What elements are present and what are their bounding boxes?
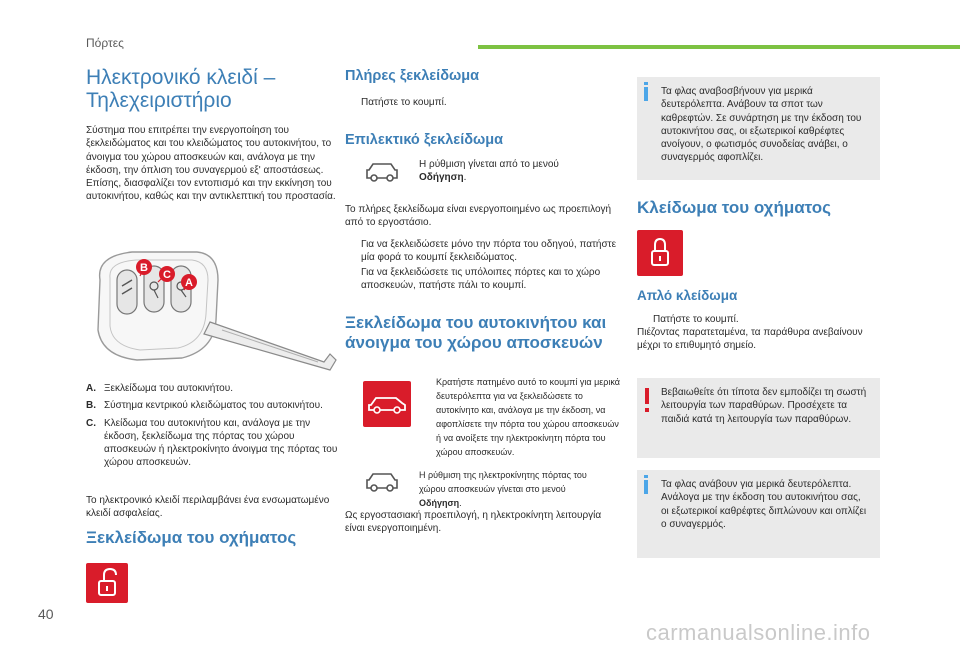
simple-lock-heading: Απλό κλείδωμα (637, 288, 738, 303)
warning-box (637, 378, 880, 458)
warning-icon (645, 388, 649, 404)
simple-lock-step (637, 313, 880, 326)
info-icon (644, 87, 648, 101)
bullet-icon (345, 96, 361, 109)
info-box-lock (637, 470, 880, 558)
unlock-heading: Ξεκλείδωμα του οχήματος (86, 528, 297, 547)
key-fob-illustration (92, 250, 342, 375)
section-bar (478, 45, 960, 49)
svg-text:C: C (163, 269, 171, 281)
driver-setting-note (345, 158, 623, 186)
info-text: Τα φλας ανάβουν για μερικά δευτερόλεπτα. Ανάλογα με την έκδοση του αυτοκινήτου σας, οι εξωτερικοί καθρέφτες διπλώνουν και οπλίζει ο συναγερμός. (661, 479, 867, 530)
selective-default-text: Το πλήρες ξεκλείδωμα είναι ενεργοποιημένο ως προεπιλογή από το εργοστάσιο. (345, 204, 612, 229)
selective-unlock-heading: Επιλεκτικό ξεκλείδωμα (345, 132, 504, 148)
page-number: 40 (38, 606, 54, 622)
list-item (86, 417, 338, 470)
driver-setting-text: Η ρύθμιση γίνεται από το μενού (419, 159, 559, 170)
selective-step-1 (345, 238, 623, 265)
simple-lock-text: Πιέζοντας παρατεταμένα, τα παράθυρα ανεβαίνουν μέχρι το επιθυμητό σημείο. (637, 327, 863, 352)
info-text: Τα φλας αναβοσβήνουν για μερικά δευτερόλεπτα. Ανάβουν τα σποτ των καθρεφτών. Σε συνάρτηση με την έκδοση του αυτοκινήτου σας, οι εξωτερικοί καθρέφτες ανοίγουν, ο φωτισμός συνοδείας ανάβει, ο συναγερμός αφοπλίζει. (661, 86, 862, 164)
title-line-2: Τηλεχειριστήριο (86, 89, 232, 112)
page-title (86, 66, 326, 112)
warning-text: Βεβαιωθείτε ότι τίποτα δεν εμποδίζει τη σωστή λειτουργία των παραθύρων. Προσέχετε τα παιδιά κατά τη λειτουργία των παραθύρων. (661, 387, 867, 425)
tailgate-setting-text: Η ρύθμιση της ηλεκτροκίνητης πόρτας του χώρου αποσκευών γίνεται στο μενού (419, 470, 587, 494)
lock-heading: Κλείδωμα του οχήματος (637, 198, 832, 217)
button-legend-list (86, 382, 338, 474)
step-text: Πατήστε το κουμπί. (653, 314, 739, 325)
section-label: Πόρτες (86, 36, 124, 50)
step-text: Για να ξεκλειδώσετε μόνο την πόρτα του οδηγού, πατήστε μία φορά το κουμπί ξεκλειδώματος. (361, 239, 617, 264)
lock-padlock-icon (637, 230, 683, 276)
car-settings-icon (365, 160, 399, 186)
key-fob-drawing (92, 250, 342, 375)
info-icon (644, 480, 648, 494)
full-unlock-step (345, 96, 623, 109)
list-item (86, 382, 338, 395)
callout-a (181, 274, 197, 290)
watermark: carmanualsonline.info (646, 620, 871, 645)
car-settings-icon (365, 470, 399, 496)
tailgate-setting-note (345, 468, 623, 510)
list-key: A. (86, 383, 96, 394)
step-text: Για να ξεκλειδώσετε τις υπόλοιπες πόρτες και το χώρο αποσκευών, πατήστε πάλι το κουμπί. (361, 267, 601, 292)
unlock-padlock-icon (86, 563, 128, 603)
svg-text:B: B (140, 262, 148, 274)
car-boot-note: Κρατήστε πατημένο αυτό το κουμπί για μερικά δευτερόλεπτα για να ξεκλειδώσετε το αυτοκίνητο και, ανάλογα με την έκδοση, να αφοπλίσετε την πόρτα του χώρου αποσκευών ή να ανοίξετε την ηλεκτροκίνητη πόρτα του χώρου αποσκευών. (436, 377, 621, 457)
info-box-unlock (637, 77, 880, 180)
svg-text:A: A (185, 277, 193, 289)
unlock-car-boot-heading: Ξεκλείδωμα του αυτοκινήτου και άνοιγμα του χώρου αποσκευών (345, 313, 607, 352)
bullet-icon (345, 238, 361, 265)
list-item (86, 399, 338, 412)
car-boot-icon (363, 381, 411, 427)
list-text: Ξεκλείδωμα του αυτοκινήτου. (104, 383, 233, 394)
tailgate-default-text: Ως εργοστασιακή προεπιλογή, η ηλεκτροκίνητη λειτουργία είναι ενεργοποιημένη. (345, 510, 602, 535)
title-line-1: Ηλεκτρονικό κλειδί – (86, 66, 276, 89)
intro-paragraph: Σύστημα που επιτρέπει την ενεργοποίηση του ξεκλειδώματος και του κλειδώματος του αυτοκινήτου, το άνοιγμα του χώρου αποσκευών και, ανάλογα με την έκδοση, την όπλιση του συναγερμού εξ' αποστάσεως. Επίσης, διασφαλίζει τον εντοπισμό και την εκκίνηση του αυτοκινήτου, καθώς και την αντικλεπτική του προστασία. (86, 125, 336, 203)
list-key: C. (86, 417, 96, 429)
bullet-icon (345, 266, 361, 293)
full-unlock-heading: Πλήρες ξεκλείδωμα (345, 68, 480, 84)
driver-menu-name: Οδήγηση (419, 172, 464, 184)
emergency-key-paragraph: Το ηλεκτρονικό κλειδί περιλαμβάνει ένα ενσωματωμένο κλειδί ασφαλείας. (86, 495, 330, 520)
bullet-icon (637, 313, 653, 326)
list-text: Κλείδωμα του αυτοκινήτου και, ανάλογα με την έκδοση, ξεκλείδωμα της πόρτας του χώρου αποσκευών ή ηλεκτροκίνητο άνοιγμα της πόρτας του χώρου αποσκευών. (104, 417, 338, 469)
step-text: Πατήστε το κουμπί. (361, 97, 447, 108)
driver-setting-end: . (463, 172, 467, 184)
list-key: B. (86, 400, 96, 412)
tailgate-setting-end: . (459, 498, 462, 508)
list-text: Σύστημα κεντρικού κλειδώματος του αυτοκινήτου. (104, 400, 323, 412)
button-b-shape (117, 270, 137, 314)
tailgate-menu-name: Οδήγηση (419, 498, 460, 508)
selective-step-2 (345, 266, 623, 293)
